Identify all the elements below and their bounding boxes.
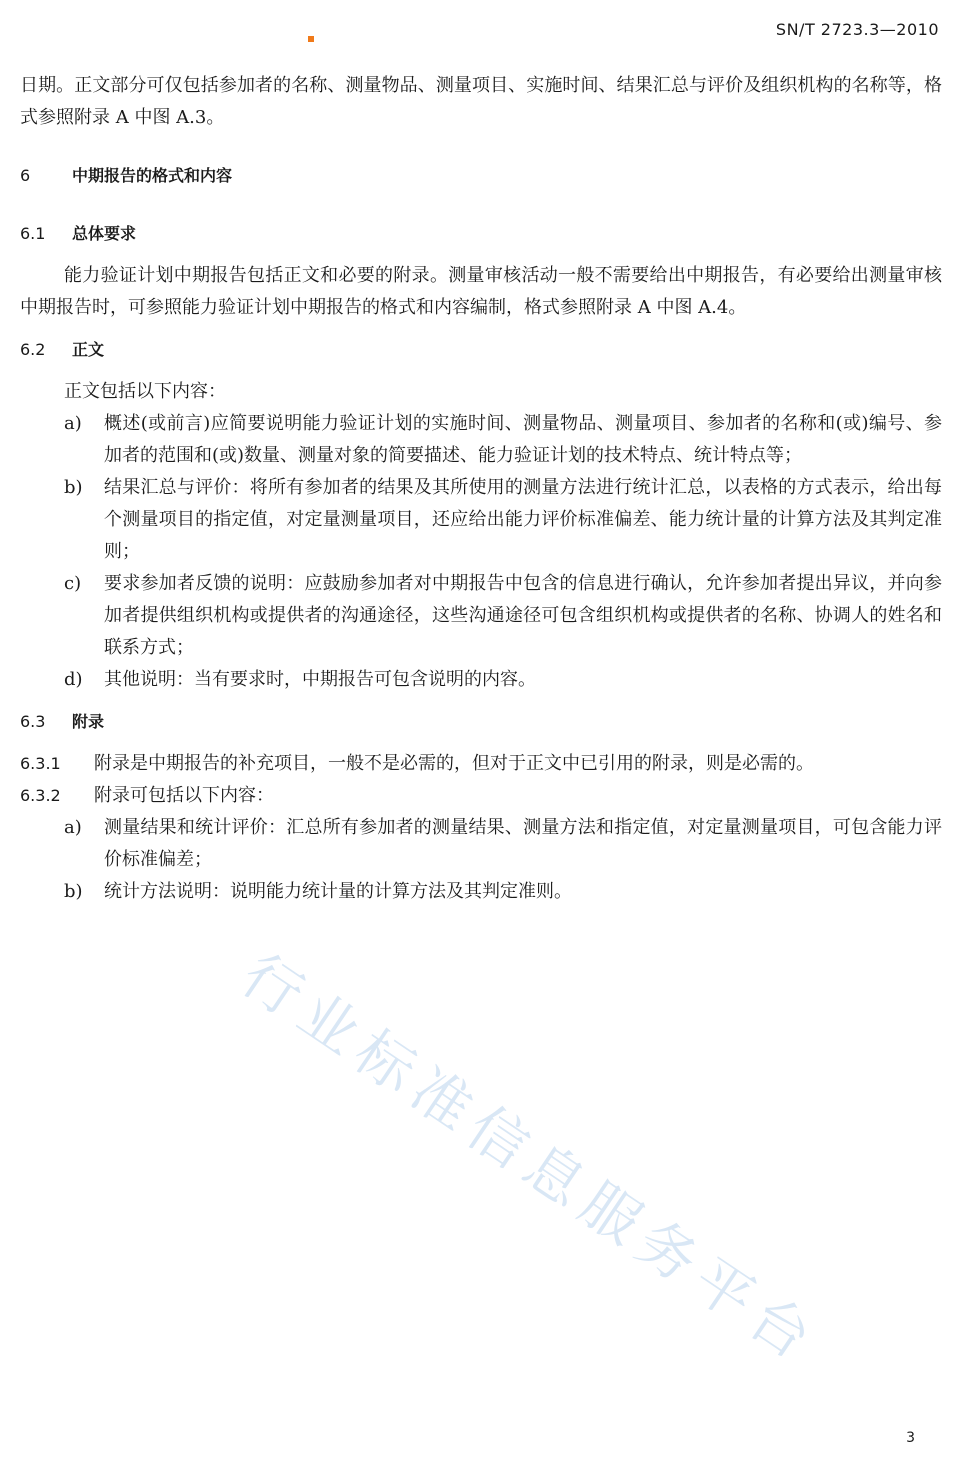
list-marker: a) bbox=[64, 413, 82, 434]
document-body bbox=[20, 70, 942, 908]
list-item-text: 要求参加者反馈的说明：应鼓励参加者对中期报告中包含的信息进行确认，允许参加者提出异议，并向参加者提供组织机构或提供者的沟通途径，这些沟通途径可包含组织机构或提供者的名称、协调人的姓名和联系方式； bbox=[104, 573, 942, 658]
subsection-number: 6.3.1 bbox=[20, 754, 61, 773]
list-marker: c) bbox=[64, 573, 82, 594]
section-title: 附录 bbox=[72, 712, 105, 731]
subsection-text: 附录可包括以下内容： bbox=[94, 785, 274, 806]
list-marker: b) bbox=[64, 477, 83, 498]
list-item-text: 其他说明：当有要求时，中期报告可包含说明的内容。 bbox=[104, 669, 536, 690]
section-number: 6 bbox=[20, 166, 31, 185]
list-item-text: 测量结果和统计评价：汇总所有参加者的测量结果、测量方法和指定值，对定量测量项目，可包含能力评价标准偏差； bbox=[104, 817, 942, 870]
section-number: 6.3 bbox=[20, 712, 46, 731]
subsection-6-3-1 bbox=[20, 748, 942, 780]
section-title: 总体要求 bbox=[72, 224, 137, 243]
list-item bbox=[20, 812, 942, 876]
orange-marker bbox=[308, 36, 314, 42]
list-item bbox=[20, 408, 942, 472]
section-6-2-lead: 正文包括以下内容： bbox=[64, 381, 226, 402]
list-item-text: 概述(或前言)应简要说明能力验证计划的实施时间、测量物品、测量项目、参加者的名称和(或)编号、参加者的范围和(或)数量、测量对象的简要描述、能力验证计划的技术特点、统计特点等； bbox=[104, 413, 942, 466]
list-item bbox=[20, 664, 942, 696]
section-number: 6.2 bbox=[20, 340, 46, 359]
list-item bbox=[20, 876, 942, 908]
section-6-2-heading bbox=[20, 334, 942, 366]
section-number: 6.1 bbox=[20, 224, 46, 243]
section-6-1-heading bbox=[20, 218, 942, 250]
list-marker: a) bbox=[64, 817, 82, 838]
section-6-3-heading bbox=[20, 706, 942, 738]
document-code: SN/T 2723.3—2010 bbox=[775, 20, 939, 39]
list-item bbox=[20, 472, 942, 568]
list-marker: d) bbox=[64, 669, 83, 690]
subsection-6-3-2 bbox=[20, 780, 942, 812]
list-marker: b) bbox=[64, 881, 83, 902]
intro-paragraph: 日期。正文部分可仅包括参加者的名称、测量物品、测量项目、实施时间、结果汇总与评价及组织机构的名称等，格式参照附录 A 中图 A.3。 bbox=[20, 75, 942, 128]
list-item-text: 统计方法说明：说明能力统计量的计算方法及其判定准则。 bbox=[104, 881, 572, 902]
section-title: 正文 bbox=[72, 340, 105, 359]
subsection-number: 6.3.2 bbox=[20, 786, 61, 805]
page-number: 3 bbox=[906, 1430, 915, 1446]
list-item-text: 结果汇总与评价：将所有参加者的结果及其所使用的测量方法进行统计汇总，以表格的方式表示，给出每个测量项目的指定值，对定量测量项目，还应给出能力评价标准偏差、能力统计量的计算方法及其判定准则； bbox=[104, 477, 942, 562]
watermark: 行业标准信息服务平台 bbox=[229, 940, 832, 1378]
section-6-heading bbox=[20, 160, 942, 192]
section-title: 中期报告的格式和内容 bbox=[72, 166, 233, 185]
list-item bbox=[20, 568, 942, 664]
subsection-text: 附录是中期报告的补充项目，一般不是必需的，但对于正文中已引用的附录，则是必需的。 bbox=[94, 753, 814, 774]
section-6-1-paragraph: 能力验证计划中期报告包括正文和必要的附录。测量审核活动一般不需要给出中期报告，有必要给出测量审核中期报告时，可参照能力验证计划中期报告的格式和内容编制，格式参照附录 A 中图 A.4。 bbox=[20, 265, 942, 318]
